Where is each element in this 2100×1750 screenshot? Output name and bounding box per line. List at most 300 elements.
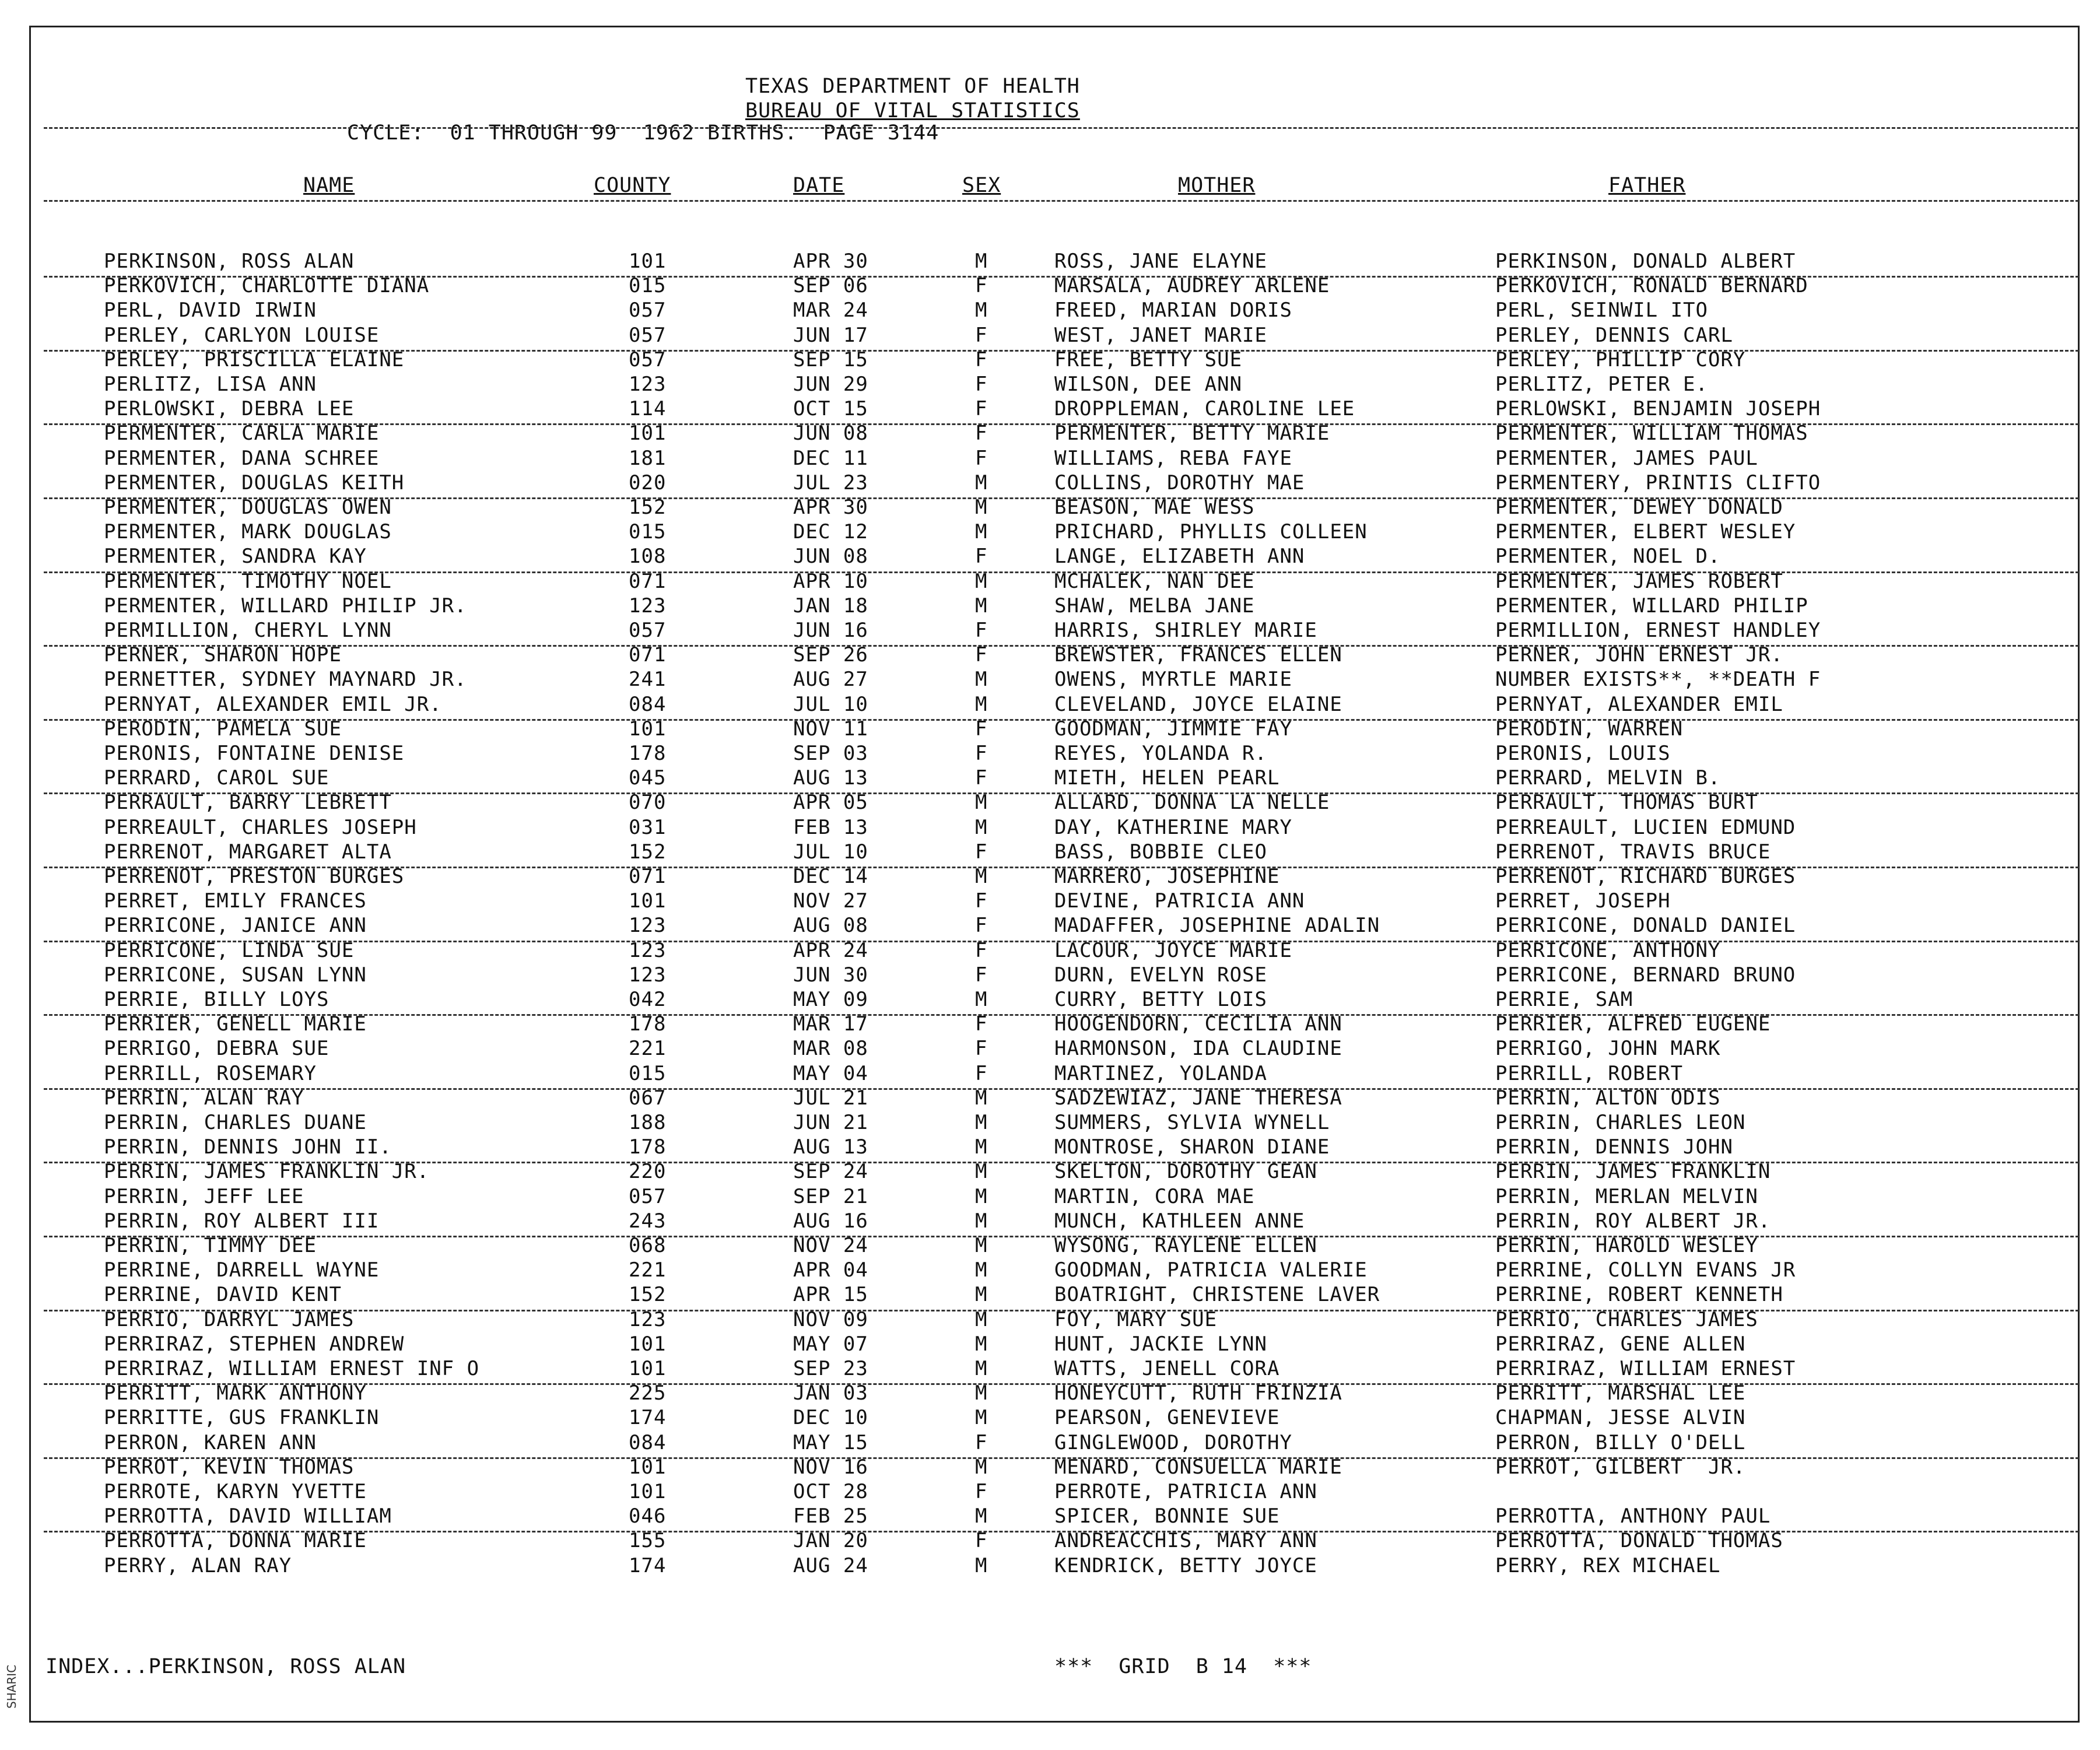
header-line-2: BUREAU OF VITAL STATISTICS [745,99,1080,122]
cell-mother: OWENS, MYRTLE MARIE [1054,668,1292,692]
cell-county: 108 [629,545,667,569]
cell-county: 015 [629,1061,667,1085]
table-row [0,1160,2099,1184]
cell-date: MAY 15 [793,1430,868,1454]
table-row [0,1332,2099,1357]
cell-date: JUN 29 [793,373,868,396]
cell-sex: M [975,668,988,692]
table-row [0,1381,2099,1406]
cell-sex: F [975,274,988,298]
cell-sex: F [975,914,988,938]
cell-father: PERRENOT, TRAVIS BRUCE [1495,840,1771,864]
cell-date: DEC 11 [793,446,868,470]
cell-name: PERRIO, DARRYL JAMES [104,1307,355,1331]
cell-date: MAY 04 [793,1061,868,1085]
cell-mother: WILSON, DEE ANN [1054,373,1243,396]
cell-mother: DEVINE, PATRICIA ANN [1054,889,1305,913]
table-row [0,1456,2099,1480]
cell-father: PERLITZ, PETER E. [1495,373,1708,396]
row-divider [44,571,2079,573]
cell-date: APR 24 [793,938,868,962]
cell-father: PERRIGO, JOHN MARK [1495,1037,1721,1061]
cell-sex: F [975,397,988,421]
table-row [0,496,2099,520]
cell-father: PERMENTER, WILLARD PHILIP [1495,594,1808,618]
cell-county: 123 [629,373,667,396]
cell-father: PERKINSON, DONALD ALBERT [1495,250,1796,273]
cell-date: AUG 13 [793,1135,868,1159]
cell-sex: M [975,1135,988,1159]
cell-mother: MADAFFER, JOSEPHINE ADALIN [1054,914,1380,938]
cell-sex: F [975,1037,988,1061]
cell-sex: F [975,963,988,987]
cell-date: JUL 21 [793,1086,868,1110]
cell-date: DEC 14 [793,865,868,888]
cell-name: PERRIGO, DEBRA SUE [104,1037,329,1061]
cell-name: PERNETTER, SYDNEY MAYNARD JR. [104,668,467,692]
cell-sex: F [975,422,988,446]
cell-county: 057 [629,299,667,322]
cell-father: PERRINE, ROBERT KENNETH [1495,1283,1783,1307]
cell-name: PERMENTER, WILLARD PHILIP JR. [104,594,467,618]
cell-father: PERRIN, JAMES FRANKLIN [1495,1160,1771,1184]
cell-name: PERRIN, ALAN RAY [104,1086,304,1110]
cell-county: 178 [629,1135,667,1159]
cell-date: OCT 28 [793,1480,868,1503]
cell-mother: PEARSON, GENEVIEVE [1054,1406,1280,1430]
cell-county: 178 [629,1012,667,1036]
cell-date: JAN 20 [793,1529,868,1553]
row-divider [44,1088,2079,1090]
cell-county: 101 [629,1480,667,1503]
cell-name: PERRICONE, JANICE ANN [104,914,367,938]
cell-date: AUG 24 [793,1553,868,1577]
cell-father: CHAPMAN, JESSE ALVIN [1495,1406,1746,1430]
table-row [0,324,2099,348]
cell-father: PERMENTER, JAMES ROBERT [1495,569,1783,593]
cell-father: PERRIRAZ, GENE ALLEN [1495,1332,1746,1356]
cell-sex: F [975,717,988,741]
cell-name: PERMENTER, TIMOTHY NOEL [104,569,392,593]
cell-father: PERMILLION, ERNEST HANDLEY [1495,619,1821,642]
cell-sex: M [975,250,988,273]
cell-sex: M [975,1111,988,1134]
cell-mother: MCHALEK, NAN DEE [1054,569,1255,593]
cell-name: PERKINSON, ROSS ALAN [104,250,355,273]
cell-sex: M [975,1357,988,1380]
cell-father: PERRIN, CHARLES LEON [1495,1111,1746,1134]
cell-mother: ROSS, JANE ELAYNE [1054,250,1267,273]
header-line-3: CYCLE: 01 THROUGH 99 1962 BIRTHS. PAGE 3144 [347,121,939,145]
cell-date: JUN 08 [793,422,868,446]
cell-father: PERROTTA, ANTHONY PAUL [1495,1504,1771,1528]
cell-sex: M [975,1160,988,1184]
col-header-county: COUNTY [594,174,671,197]
table-row [0,963,2099,988]
cell-sex: F [975,348,988,371]
cell-date: NOV 27 [793,889,868,913]
cell-name: PERODIN, PAMELA SUE [104,717,342,741]
col-header-name: NAME [303,174,355,197]
row-divider [44,1531,2079,1532]
cell-sex: M [975,1455,988,1479]
cell-name: PERRINE, DARRELL WAYNE [104,1258,380,1282]
table-row [0,889,2099,914]
table-row [0,250,2099,274]
cell-name: PERRENOT, MARGARET ALTA [104,840,392,864]
row-divider [44,1310,2079,1311]
cell-mother: PERMENTER, BETTY MARIE [1054,422,1330,446]
cell-county: 031 [629,815,667,839]
row-divider [44,1162,2079,1163]
cell-father: PERRINE, COLLYN EVANS JR [1495,1258,1796,1282]
cell-sex: M [975,865,988,888]
cell-name: PERRIN, ROY ALBERT III [104,1209,380,1233]
cell-date: JAN 03 [793,1381,868,1405]
cell-date: SEP 21 [793,1184,868,1208]
cell-date: JUN 08 [793,545,868,569]
cell-mother: ALLARD, DONNA LA NELLE [1054,791,1330,815]
cell-date: AUG 13 [793,766,868,790]
table-row [0,1554,2099,1579]
cell-date: NOV 16 [793,1455,868,1479]
col-header-father: FATHER [1608,174,1686,197]
cell-mother: SKELTON, DOROTHY GEAN [1054,1160,1317,1184]
row-divider [44,423,2079,425]
cell-name: PERMENTER, DOUGLAS KEITH [104,471,405,495]
cell-father: PERRICONE, BERNARD BRUNO [1495,963,1796,987]
cell-name: PERLITZ, LISA ANN [104,373,317,396]
cell-sex: F [975,619,988,642]
cell-father: PERRY, REX MICHAEL [1495,1553,1721,1577]
cell-mother: MENARD, CONSUELLA MARIE [1054,1455,1342,1479]
cell-county: 067 [629,1086,667,1110]
table-row [0,1037,2099,1061]
cell-name: PERROTE, KARYN YVETTE [104,1480,367,1503]
table-row [0,643,2099,668]
row-divider [44,497,2079,499]
cell-mother: PERROTE, PATRICIA ANN [1054,1480,1317,1503]
cell-mother: HONEYCUTT, RUTH FRINZIA [1054,1381,1342,1405]
table-row [0,914,2099,938]
table-row [0,274,2099,299]
cell-father: PERRIN, ALTON ODIS [1495,1086,1721,1110]
cell-father: PERRIN, DENNIS JOHN [1495,1135,1733,1159]
cell-name: PERRIN, CHARLES DUANE [104,1111,367,1134]
cell-name: PERLEY, PRISCILLA ELAINE [104,348,405,371]
cell-sex: F [975,323,988,347]
table-row [0,1185,2099,1209]
cell-county: 152 [629,840,667,864]
cell-name: PERRENOT, PRESTON BURGES [104,865,405,888]
cell-date: FEB 13 [793,815,868,839]
row-divider [44,941,2079,942]
cell-date: SEP 06 [793,274,868,298]
cell-father: PERRIN, MERLAN MELVIN [1495,1184,1758,1208]
cell-father: PERMENTER, WILLIAM THOMAS [1495,422,1808,446]
cell-county: 123 [629,594,667,618]
cell-father: PERRIN, ROY ALBERT JR. [1495,1209,1771,1233]
cell-county: 188 [629,1111,667,1134]
cell-county: 084 [629,692,667,716]
cell-sex: F [975,889,988,913]
cell-date: SEP 26 [793,643,868,667]
table-row [0,816,2099,840]
cell-name: PERRIN, TIMMY DEE [104,1234,317,1257]
cell-date: APR 30 [793,250,868,273]
cell-sex: M [975,496,988,519]
cell-date: JUN 17 [793,323,868,347]
cell-date: APR 30 [793,496,868,519]
cell-mother: GINGLEWOOD, DOROTHY [1054,1430,1292,1454]
table-row [0,1308,2099,1332]
cell-father: PERKOVICH, RONALD BERNARD [1495,274,1808,298]
cell-date: SEP 03 [793,742,868,765]
cell-sex: M [975,692,988,716]
cell-mother: GOODMAN, JIMMIE FAY [1054,717,1292,741]
col-header-sex: SEX [962,174,1001,197]
cell-county: 015 [629,520,667,544]
cell-county: 084 [629,1430,667,1454]
cell-date: JUL 23 [793,471,868,495]
cell-county: 152 [629,496,667,519]
cell-mother: WILLIAMS, REBA FAYE [1054,446,1292,470]
cell-sex: F [975,766,988,790]
cell-mother: BOATRIGHT, CHRISTENE LAVER [1054,1283,1380,1307]
cell-county: 155 [629,1529,667,1553]
table-row [0,1062,2099,1086]
cell-county: 101 [629,250,667,273]
row-divider [44,792,2079,794]
table-row [0,939,2099,963]
cell-county: 057 [629,1184,667,1208]
cell-mother: MONTROSE, SHARON DIANE [1054,1135,1330,1159]
table-row [0,1406,2099,1430]
cell-name: PERREAULT, CHARLES JOSEPH [104,815,417,839]
cell-date: JAN 18 [793,594,868,618]
cell-mother: DROPPLEMAN, CAROLINE LEE [1054,397,1355,421]
cell-county: 114 [629,397,667,421]
table-row [0,1111,2099,1135]
table-row [0,570,2099,594]
cell-county: 123 [629,914,667,938]
table-row [0,865,2099,889]
cell-father: PERREAULT, LUCIEN EDMUND [1495,815,1796,839]
table-row [0,397,2099,422]
table-row [0,594,2099,619]
cell-name: PERRET, EMILY FRANCES [104,889,367,913]
cell-date: NOV 24 [793,1234,868,1257]
cell-name: PERRIE, BILLY LOYS [104,988,329,1011]
cell-sex: F [975,1430,988,1454]
cell-county: 123 [629,938,667,962]
cell-father: PERMENTER, JAMES PAUL [1495,446,1758,470]
cell-county: 057 [629,323,667,347]
cell-county: 101 [629,889,667,913]
cell-name: PERROTTA, DONNA MARIE [104,1529,367,1553]
cell-county: 181 [629,446,667,470]
cell-name: PERRIER, GENELL MARIE [104,1012,367,1036]
cell-county: 046 [629,1504,667,1528]
cell-father: PERMENTERY, PRINTIS CLIFTO [1495,471,1821,495]
cell-county: 101 [629,717,667,741]
header-divider-top [44,127,2079,129]
cell-name: PERLEY, CARLYON LOUISE [104,323,380,347]
cell-father: PERRIRAZ, WILLIAM ERNEST [1495,1357,1796,1380]
cell-county: 174 [629,1406,667,1430]
cell-county: 101 [629,1332,667,1356]
cell-mother: HARRIS, SHIRLEY MARIE [1054,619,1317,642]
cell-mother: BEASON, MAE WESS [1054,496,1255,519]
cell-date: SEP 15 [793,348,868,371]
cell-county: 057 [629,348,667,371]
table-row [0,840,2099,865]
cell-sex: M [975,791,988,815]
cell-mother: MARTIN, CORA MAE [1054,1184,1255,1208]
cell-sex: M [975,1234,988,1257]
cell-date: DEC 10 [793,1406,868,1430]
cell-sex: M [975,1307,988,1331]
cell-name: PERROT, KEVIN THOMAS [104,1455,355,1479]
cell-sex: M [975,1406,988,1430]
cell-date: NOV 09 [793,1307,868,1331]
table-row [0,1258,2099,1283]
cell-county: 101 [629,1455,667,1479]
cell-father: PERMENTER, NOEL D. [1495,545,1721,569]
cell-father: PERRAULT, THOMAS BURT [1495,791,1758,815]
cell-county: 071 [629,865,667,888]
cell-name: PERRICONE, LINDA SUE [104,938,355,962]
cell-mother: LANGE, ELIZABETH ANN [1054,545,1305,569]
table-row [0,1234,2099,1258]
cell-father: PERRICONE, ANTHONY [1495,938,1721,962]
cell-father: PERRICONE, DONALD DANIEL [1495,914,1796,938]
table-row [0,1086,2099,1111]
cell-county: 101 [629,1357,667,1380]
cell-name: PERRY, ALAN RAY [104,1553,292,1577]
cell-name: PERRINE, DAVID KENT [104,1283,342,1307]
cell-father: PERLEY, DENNIS CARL [1495,323,1733,347]
cell-father: PERRENOT, RICHARD BURGES [1495,865,1796,888]
cell-date: MAY 07 [793,1332,868,1356]
cell-mother: WYSONG, RAYLENE ELLEN [1054,1234,1317,1257]
cell-mother: PRICHARD, PHYLLIS COLLEEN [1054,520,1368,544]
table-row [0,668,2099,692]
cell-date: APR 15 [793,1283,868,1307]
cell-mother: DAY, KATHERINE MARY [1054,815,1292,839]
footer-grid: *** GRID B 14 *** [1054,1655,1312,1678]
cell-father: PERRITT, MARSHAL LEE [1495,1381,1746,1405]
row-divider [44,867,2079,868]
cell-county: 015 [629,274,667,298]
cell-sex: F [975,1012,988,1036]
cell-name: PERMILLION, CHERYL LYNN [104,619,392,642]
cell-name: PERRICONE, SUSAN LYNN [104,963,367,987]
cell-father: PERONIS, LOUIS [1495,742,1671,765]
table-row [0,791,2099,815]
cell-name: PERRON, KAREN ANN [104,1430,317,1454]
cell-sex: M [975,1553,988,1577]
cell-sex: M [975,594,988,618]
cell-county: 101 [629,422,667,446]
table-row [0,619,2099,643]
cell-name: PERNYAT, ALEXANDER EMIL JR. [104,692,442,716]
cell-county: 068 [629,1234,667,1257]
row-divider [44,1014,2079,1016]
cell-mother: BASS, BOBBIE CLEO [1054,840,1267,864]
cell-county: 178 [629,742,667,765]
cell-date: AUG 08 [793,914,868,938]
table-row [0,1209,2099,1234]
cell-mother: CLEVELAND, JOYCE ELAINE [1054,692,1342,716]
cell-county: 071 [629,643,667,667]
table-row [0,1135,2099,1160]
cell-date: MAY 09 [793,988,868,1011]
cell-mother: HARMONSON, IDA CLAUDINE [1054,1037,1342,1061]
cell-date: JUL 10 [793,692,868,716]
cell-name: PERRARD, CAROL SUE [104,766,329,790]
cell-name: PERRIN, JAMES FRANKLIN JR. [104,1160,430,1184]
cell-date: APR 10 [793,569,868,593]
cell-sex: M [975,1504,988,1528]
cell-county: 020 [629,471,667,495]
cell-sex: M [975,1209,988,1233]
cell-sex: M [975,569,988,593]
cell-sex: M [975,471,988,495]
cell-mother: REYES, YOLANDA R. [1054,742,1267,765]
cell-mother: MARTINEZ, YOLANDA [1054,1061,1267,1085]
col-header-date: DATE [793,174,845,197]
row-divider [44,350,2079,352]
cell-date: SEP 23 [793,1357,868,1380]
cell-sex: M [975,520,988,544]
cell-sex: M [975,988,988,1011]
cell-date: OCT 15 [793,397,868,421]
cell-mother: MUNCH, KATHLEEN ANNE [1054,1209,1305,1233]
cell-name: PERRILL, ROSEMARY [104,1061,317,1085]
table-row [0,1480,2099,1504]
cell-name: PERRIRAZ, STEPHEN ANDREW [104,1332,405,1356]
cell-mother: SHAW, MELBA JANE [1054,594,1255,618]
row-divider [44,719,2079,721]
table-row [0,373,2099,397]
cell-name: PERMENTER, DANA SCHREE [104,446,380,470]
cell-county: 221 [629,1037,667,1061]
cell-date: AUG 16 [793,1209,868,1233]
cell-mother: FREE, BETTY SUE [1054,348,1243,371]
cell-father: PERL, SEINWIL ITO [1495,299,1708,322]
cell-county: 225 [629,1381,667,1405]
cell-mother: GOODMAN, PATRICIA VALERIE [1054,1258,1368,1282]
cell-name: PERL, DAVID IRWIN [104,299,317,322]
cell-father: PERMENTER, DEWEY DONALD [1495,496,1783,519]
cell-sex: F [975,1529,988,1553]
table-row [0,520,2099,545]
cell-mother: WATTS, JENELL CORA [1054,1357,1280,1380]
cell-mother: ANDREACCHIS, MARY ANN [1054,1529,1317,1553]
cell-sex: F [975,938,988,962]
row-divider [44,1457,2079,1459]
cell-mother: SADZEWIAZ, JANE THERESA [1054,1086,1342,1110]
cell-mother: FREED, MARIAN DORIS [1054,299,1292,322]
cell-county: 042 [629,988,667,1011]
cell-date: DEC 12 [793,520,868,544]
cell-date: MAR 24 [793,299,868,322]
cell-mother: KENDRICK, BETTY JOYCE [1054,1553,1317,1577]
cell-father: PERRIE, SAM [1495,988,1633,1011]
cell-sex: M [975,1332,988,1356]
col-header-mother: MOTHER [1178,174,1256,197]
